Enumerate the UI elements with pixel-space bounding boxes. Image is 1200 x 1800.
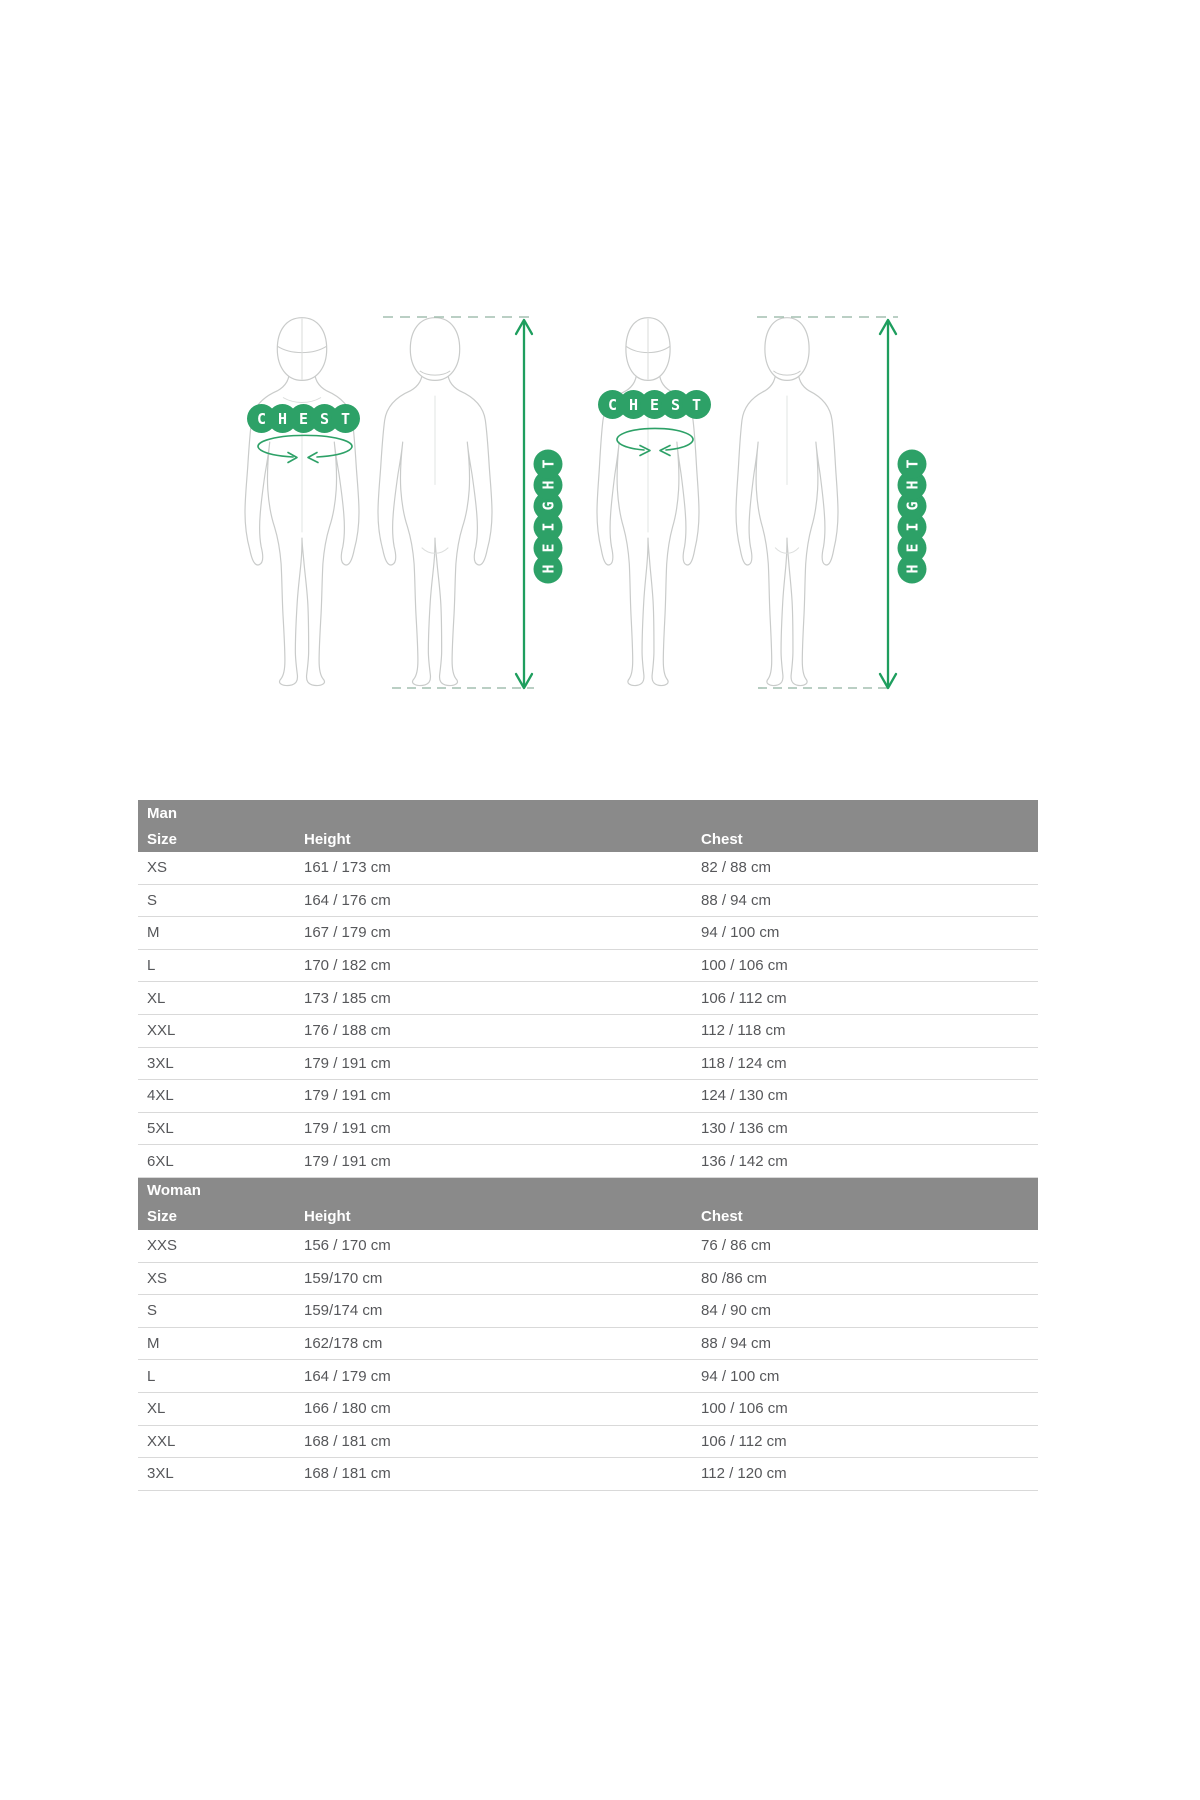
size-cell: XXL (147, 1022, 176, 1040)
table-row (138, 1458, 1038, 1491)
woman-section-title: Woman (147, 1182, 201, 1200)
size-chart-table (138, 800, 1038, 1491)
chest-cell: 88 / 94 cm (701, 1335, 772, 1353)
size-cell: 4XL (147, 1087, 174, 1105)
man-column-header-row (138, 826, 1038, 852)
table-row (138, 852, 1038, 885)
woman-front-figure (597, 318, 699, 686)
woman-height-label (898, 450, 927, 584)
size-cell: L (147, 957, 156, 975)
table-row (138, 1393, 1038, 1426)
man-section-header (138, 800, 1038, 852)
size-cell: XXS (147, 1237, 178, 1255)
bubble-letter: G (534, 492, 563, 521)
man-height-label (534, 450, 563, 584)
chest-cell: 136 / 142 cm (701, 1152, 788, 1170)
bubble-letter: G (898, 492, 927, 521)
table-row (138, 1113, 1038, 1146)
woman-section-header (138, 1178, 1038, 1230)
bubble-letter: H (619, 390, 648, 419)
table-row (138, 1328, 1038, 1361)
height-cell: 159/170 cm (304, 1269, 383, 1287)
bubble-letter: I (898, 513, 927, 542)
height-cell: 159/174 cm (304, 1302, 383, 1320)
bubble-letter: C (247, 404, 276, 433)
bubble-letter: H (898, 471, 927, 500)
table-row (138, 982, 1038, 1015)
bubble-letter: T (682, 390, 711, 419)
height-cell: 162/178 cm (304, 1335, 383, 1353)
height-cell: 179 / 191 cm (304, 1152, 391, 1170)
chest-cell: 76 / 86 cm (701, 1237, 772, 1255)
size-cell: 6XL (147, 1152, 174, 1170)
table-row (138, 1015, 1038, 1048)
chest-cell: 112 / 120 cm (701, 1465, 787, 1483)
bubble-letter: E (640, 390, 669, 419)
bubble-letter: E (289, 404, 318, 433)
column-header-size: Size (147, 830, 178, 848)
size-cell: 3XL (147, 1465, 174, 1483)
height-cell: 168 / 181 cm (304, 1432, 391, 1450)
height-cell: 156 / 170 cm (304, 1237, 391, 1255)
woman-column-header-row (138, 1204, 1038, 1230)
measurement-illustration (0, 0, 1200, 760)
size-cell: XL (147, 1400, 166, 1418)
chest-cell: 94 / 100 cm (701, 1367, 780, 1385)
bubble-letter: H (534, 555, 563, 584)
height-cell: 179 / 191 cm (304, 1087, 391, 1105)
column-header-size: Size (147, 1208, 178, 1226)
height-cell: 164 / 176 cm (304, 891, 391, 909)
man-back-figure (378, 318, 492, 686)
table-row (138, 917, 1038, 950)
chest-cell: 106 / 112 cm (701, 1432, 787, 1450)
chest-cell: 112 / 118 cm (701, 1022, 786, 1040)
height-cell: 179 / 191 cm (304, 1054, 391, 1072)
size-cell: M (147, 1335, 160, 1353)
height-cell: 161 / 173 cm (304, 859, 391, 877)
table-row (138, 950, 1038, 983)
table-row (138, 885, 1038, 918)
table-row (138, 1080, 1038, 1113)
woman-back-figure (736, 318, 838, 686)
bubble-letter: I (534, 513, 563, 542)
man-section-title: Man (147, 804, 177, 822)
bubble-letter: T (534, 450, 563, 479)
height-cell: 168 / 181 cm (304, 1465, 391, 1483)
table-row (138, 1145, 1038, 1178)
table-row (138, 1426, 1038, 1459)
bubble-letter: T (331, 404, 360, 433)
table-row (138, 1295, 1038, 1328)
chest-cell: 88 / 94 cm (701, 891, 772, 909)
table-row (138, 1230, 1038, 1263)
column-header-height: Height (304, 1208, 351, 1226)
size-cell: XS (147, 1269, 168, 1287)
height-cell: 164 / 179 cm (304, 1367, 391, 1385)
bubble-letter: H (268, 404, 297, 433)
chest-cell: 94 / 100 cm (701, 924, 780, 942)
chest-cell: 100 / 106 cm (701, 1400, 788, 1418)
size-cell: S (147, 891, 158, 909)
chest-cell: 130 / 136 cm (701, 1120, 788, 1138)
table-row (138, 1360, 1038, 1393)
size-cell: 5XL (147, 1120, 174, 1138)
bubble-letter: E (534, 534, 563, 563)
height-cell: 179 / 191 cm (304, 1120, 391, 1138)
height-cell: 176 / 188 cm (304, 1022, 391, 1040)
column-header-height: Height (304, 830, 351, 848)
man-chest-label (247, 404, 360, 433)
column-header-chest: Chest (701, 830, 743, 848)
size-cell: 3XL (147, 1054, 174, 1072)
chest-cell: 80 /86 cm (701, 1269, 767, 1287)
chest-cell: 106 / 112 cm (701, 989, 787, 1007)
man-height-arrow-icon (516, 320, 532, 688)
size-cell: XXL (147, 1432, 176, 1450)
size-cell: XS (147, 859, 168, 877)
height-cell: 173 / 185 cm (304, 989, 391, 1007)
size-cell: M (147, 924, 160, 942)
bubble-letter: C (598, 390, 627, 419)
bubble-letter: H (534, 471, 563, 500)
bubble-letter: E (898, 534, 927, 563)
chest-cell: 100 / 106 cm (701, 957, 788, 975)
chest-cell: 84 / 90 cm (701, 1302, 772, 1320)
size-cell: S (147, 1302, 158, 1320)
bubble-letter: H (898, 555, 927, 584)
man-front-figure (245, 318, 359, 686)
height-cell: 170 / 182 cm (304, 957, 391, 975)
bubble-letter: S (661, 390, 690, 419)
table-row (138, 1263, 1038, 1296)
height-cell: 166 / 180 cm (304, 1400, 391, 1418)
woman-chest-label (598, 390, 711, 419)
chest-cell: 124 / 130 cm (701, 1087, 788, 1105)
table-row (138, 1048, 1038, 1081)
woman-height-arrow-icon (880, 320, 896, 688)
chest-cell: 118 / 124 cm (701, 1054, 787, 1072)
bubble-letter: S (310, 404, 339, 433)
chest-cell: 82 / 88 cm (701, 859, 772, 877)
column-header-chest: Chest (701, 1208, 743, 1226)
height-cell: 167 / 179 cm (304, 924, 391, 942)
bubble-letter: T (898, 450, 927, 479)
size-cell: L (147, 1367, 156, 1385)
size-cell: XL (147, 989, 166, 1007)
